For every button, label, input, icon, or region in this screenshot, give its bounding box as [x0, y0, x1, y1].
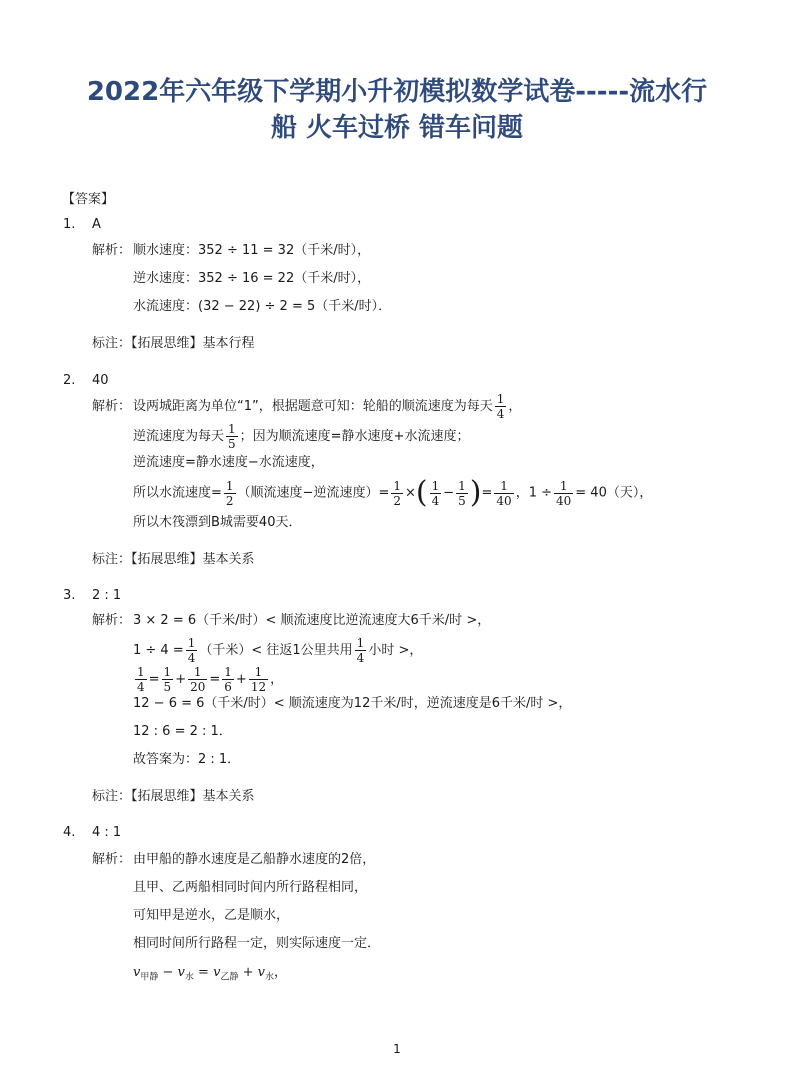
- plus-sign: +: [235, 672, 247, 687]
- q4-number: 4.: [63, 825, 76, 840]
- denominator: 4: [496, 407, 505, 421]
- numerator: 1: [187, 636, 196, 650]
- q2-line-4-end: = 40（天），: [575, 485, 653, 501]
- numerator: 1: [188, 665, 207, 680]
- numerator: 1: [224, 665, 232, 679]
- title-line-1: 2022年六年级下学期小升初模拟数学试卷-----流水行: [86, 77, 708, 107]
- equals-sign: =: [193, 965, 214, 980]
- q1-answer: A: [92, 217, 101, 232]
- document-title: [60, 74, 734, 146]
- fraction-1-5: [226, 422, 238, 451]
- q2-line-3: 逆流速度=静水速度−水流速度，: [133, 455, 324, 470]
- denominator: 5: [163, 680, 172, 694]
- denominator: 4: [431, 493, 440, 508]
- numerator: 1: [137, 665, 145, 679]
- fraction-1-12: [249, 665, 268, 694]
- q2-line-4-text: 所以水流速度=: [133, 485, 222, 501]
- fraction-1-5: [456, 479, 468, 508]
- q2-answer: 40: [92, 373, 109, 388]
- q3-tag: 标注：【拓展思维】基本关系: [92, 789, 255, 804]
- answer-header: 【答案】: [62, 192, 115, 207]
- q3-answer: 2 : 1: [92, 588, 122, 603]
- numerator: 1: [393, 478, 401, 493]
- q1-line-1: 顺水速度：352 ÷ 11 = 32（千米/时），: [133, 243, 371, 258]
- q4-line-2: 且甲、乙两船相同时间内所行路程相同，: [133, 880, 368, 895]
- subscript: 甲静: [140, 972, 159, 983]
- fraction-1-4: [355, 636, 367, 665]
- times-sign: ×: [404, 485, 416, 501]
- q2-line-4-text-b: （顺流速度−逆流速度）=: [237, 485, 390, 501]
- fraction-1-40: [554, 479, 573, 508]
- q3-line-1: 3 × 2 = 6（千米/时）< 顺流速度比逆流速度大6千米/时 >，: [133, 613, 491, 628]
- q2-label: 解析：: [92, 399, 132, 414]
- fraction-1-40: [494, 479, 513, 508]
- plus-sign: +: [238, 965, 258, 980]
- numerator: 1: [356, 636, 365, 650]
- numerator: 1: [431, 478, 440, 493]
- subscript: 水: [265, 972, 275, 983]
- q1-tag: 标注：【拓展思维】基本行程: [92, 336, 255, 351]
- q3-line-5: 12 : 6 = 2 : 1．: [133, 724, 232, 739]
- q4-line-5-formula: [133, 962, 287, 989]
- plus-sign: +: [175, 672, 187, 687]
- velocity-symbol: v: [133, 965, 141, 980]
- q2-line-2-end: ；因为顺流速度=静水速度+水流速度；: [239, 429, 470, 444]
- q3-line-2-end: 小时 >，: [368, 643, 423, 658]
- numerator: 1: [225, 478, 234, 493]
- equals-sign: =: [148, 672, 160, 687]
- q3-line-2-text-b: （千米）< 往返1公里共用: [199, 643, 353, 658]
- q3-number: 3.: [63, 588, 76, 603]
- denominator: 2: [225, 493, 234, 508]
- q2-line-4-text-f: ，1 ÷: [515, 485, 552, 501]
- q2-line-5: 所以木筏漂到B城需要40天．: [133, 515, 302, 530]
- fraction-1-2: [391, 479, 403, 508]
- denominator: 4: [356, 651, 365, 665]
- q4-answer: 4 : 1: [92, 825, 122, 840]
- numerator: 1: [554, 479, 573, 494]
- q1-label: 解析：: [92, 243, 132, 258]
- fraction-1-2: [224, 479, 236, 508]
- minus-sign: −: [158, 965, 178, 980]
- q3-line-4: 12 − 6 = 6（千米/时）< 顺流速度为12千米/时，逆流速度是6千米/时 >，: [133, 696, 572, 711]
- q2-line-2: [133, 422, 469, 451]
- q1-number: 1.: [63, 217, 76, 232]
- numerator: 1: [494, 479, 513, 494]
- q2-line-4: [133, 475, 653, 510]
- q1-line-3: 水流速度：(32 − 22) ÷ 2 = 5（千米/时）．: [133, 299, 392, 314]
- q2-line-2-text: 逆流速度为每天: [133, 429, 225, 444]
- denominator: 5: [458, 493, 466, 508]
- denominator: 40: [496, 493, 512, 508]
- q3-line-6: 故答案为：2 : 1．: [133, 752, 241, 767]
- q2-line-1-end: ，: [508, 399, 522, 414]
- denominator: 5: [228, 437, 236, 451]
- denominator: 4: [137, 680, 145, 694]
- numerator: 1: [496, 392, 505, 406]
- fraction-1-4: [135, 665, 147, 694]
- q4-line-5-end: ，: [274, 965, 288, 980]
- denominator: 6: [224, 680, 232, 694]
- denominator: 4: [187, 651, 196, 665]
- equals-sign: =: [209, 672, 221, 687]
- fraction-1-5: [162, 665, 174, 694]
- right-paren: ): [469, 475, 482, 510]
- q4-line-3: 可知甲是逆水，乙是顺水，: [133, 908, 290, 923]
- q3-line-3-end: ，: [270, 672, 284, 687]
- denominator: 20: [190, 680, 206, 694]
- q3-line-2: [133, 636, 422, 665]
- left-paren: (: [415, 475, 428, 510]
- q2-line-1-text: 设两城距离为单位“1”，根据题意可知：轮船的顺流速度为每天: [133, 399, 493, 414]
- page-number: 1: [393, 1042, 401, 1056]
- velocity-symbol: v: [213, 965, 221, 980]
- numerator: 1: [163, 665, 172, 679]
- fraction-1-4: [430, 479, 442, 508]
- title-line-2: 船 火车过桥 错车问题: [270, 113, 524, 143]
- denominator: 12: [250, 680, 267, 694]
- q3-line-2-text: 1 ÷ 4 =: [133, 643, 184, 658]
- numerator: 1: [228, 422, 236, 436]
- subscript: 水: [184, 972, 194, 983]
- velocity-symbol: v: [177, 965, 185, 980]
- q2-tag: 标注：【拓展思维】基本关系: [92, 552, 255, 567]
- equals-sign: =: [481, 485, 493, 501]
- subscript: 乙静: [220, 972, 239, 983]
- denominator: 40: [556, 493, 572, 508]
- denominator: 2: [393, 493, 401, 508]
- numerator: 1: [458, 478, 466, 493]
- fraction-1-4: [495, 392, 507, 421]
- q3-line-3: [133, 665, 283, 694]
- numerator: 1: [249, 665, 268, 680]
- fraction-1-20: [188, 665, 207, 694]
- q4-line-1: 由甲船的静水速度是乙船静水速度的2倍，: [133, 852, 376, 867]
- q2-number: 2.: [63, 373, 76, 388]
- fraction-1-4: [186, 636, 198, 665]
- q2-line-1: [133, 392, 521, 421]
- q3-label: 解析：: [92, 613, 132, 628]
- q4-label: 解析：: [92, 852, 132, 867]
- velocity-symbol: v: [257, 965, 265, 980]
- q1-line-2: 逆水速度：352 ÷ 16 = 22（千米/时），: [133, 271, 371, 286]
- minus-sign: −: [443, 485, 455, 501]
- fraction-1-6: [222, 665, 234, 694]
- q4-line-4: 相同时间所行路程一定，则实际速度一定．: [133, 936, 381, 951]
